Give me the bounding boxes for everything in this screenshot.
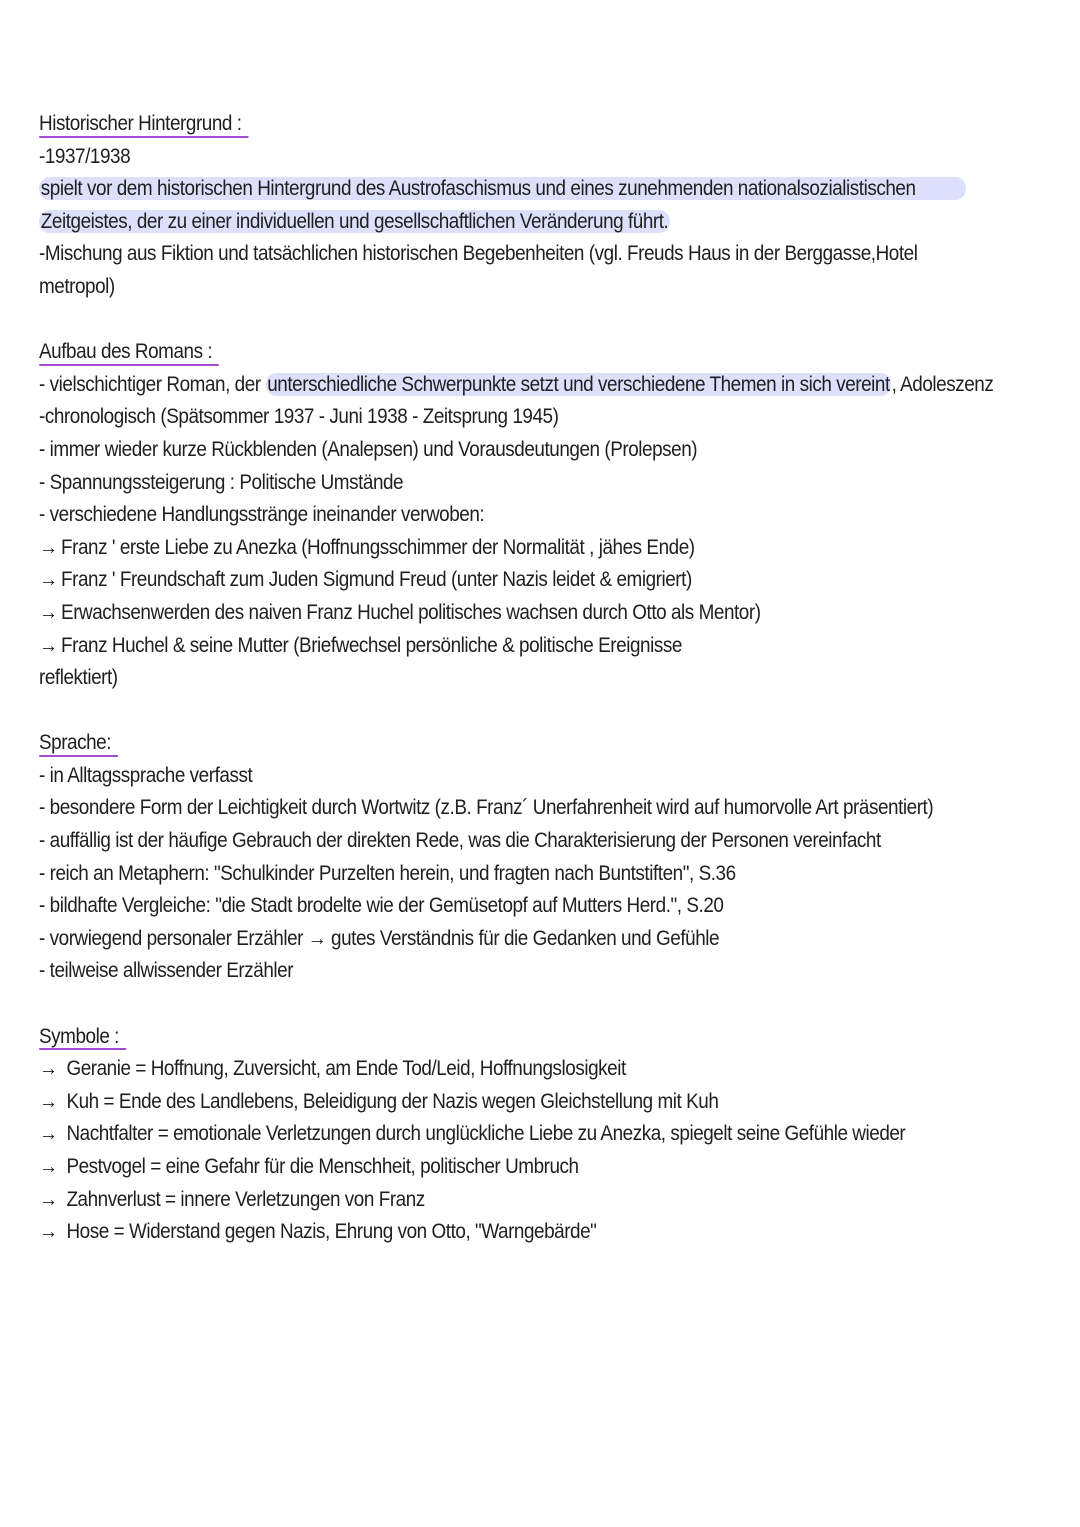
list-item-text: Hose = Widerstand gegen Nazis, Ehrung von Otto, "Warngebärde" (66, 1220, 597, 1244)
list-item (39, 1118, 953, 1151)
list-item-text: Zahnverlust = innere Verletzungen von Franz (66, 1187, 425, 1211)
arrow-right-icon: → (39, 1089, 58, 1113)
arrow-right-icon: → (39, 1220, 58, 1244)
text-line: -chronologisch (Spätsommer 1937 - Juni 1938 - Zeitsprung 1945) (39, 405, 559, 429)
text-line: - in Alltagssprache verfasst (39, 763, 253, 787)
arrow-right-icon: → (39, 1187, 58, 1211)
arrow-right-icon: → (307, 926, 327, 950)
list-item (39, 1184, 953, 1217)
list-item-text: Pestvogel = eine Gefahr für die Menschheit, politischer Umbruch (66, 1155, 579, 1178)
section-language (39, 727, 953, 988)
list-item-text: Kuh = Ende des Landlebens, Beleidigung der Nazis wegen Gleichstellung mit Kuh (66, 1089, 719, 1113)
text-line (39, 369, 994, 402)
text-line: - verschiedene Handlungsstränge ineinander verwoben: (39, 503, 485, 527)
text-line: - reich an Metaphern: "Schulkinder Purzelten herein, und fragten nach Buntstiften", S.36 (39, 861, 736, 885)
list-item-text: Franz ' Freundschaft zum Juden Sigmund Freud (unter Nazis leidet & emigriert) (61, 568, 692, 592)
section-historical-background (39, 108, 953, 304)
text-fragment: , Adoleszenz (891, 372, 994, 396)
section-structure (39, 336, 994, 695)
text-line: reflektiert) (39, 666, 118, 690)
list-item (39, 532, 953, 565)
text-fragment: - vielschichtiger Roman, der (39, 372, 266, 396)
list-item-text: Franz ' erste Liebe zu Anezka (Hoffnungsschimmer der Normalität , jähes Ende) (61, 535, 695, 559)
arrow-right-icon: → (39, 1155, 58, 1178)
list-item (39, 564, 953, 597)
list-item (39, 1053, 953, 1086)
highlighted-text: unterschiedliche Schwerpunkte setzt und verschiedene Themen in sich vereint (267, 372, 890, 396)
highlighted-text: Zeitgeistes, der zu einer individuellen und gesellschaftlichen Veränderung führt. (40, 209, 669, 233)
arrow-right-icon: → (39, 1122, 58, 1146)
text-fragment: - vorwiegend personaler Erzähler (39, 926, 303, 950)
text-line: -Mischung aus Fiktion und tatsächlichen historischen Begebenheiten (vgl. Freuds Haus in der Berggasse,Hotel (39, 242, 918, 266)
text-line: - teilweise allwissender Erzähler (39, 959, 294, 983)
section-heading: Historischer Hintergrund : (39, 108, 249, 141)
arrow-right-icon: → (39, 633, 58, 657)
list-item-text: Erwachsenwerden des naiven Franz Huchel politisches wachsen durch Otto als Mentor) (61, 600, 761, 624)
list-item-text: Geranie = Hoffnung, Zuversicht, am Ende Tod/Leid, Hoffnungslosigkeit (66, 1057, 626, 1081)
text-line: - bildhafte Vergleiche: "die Stadt brodelte wie der Gemüsetopf auf Mutters Herd.", S.20 (39, 894, 724, 918)
arrow-right-icon: → (39, 600, 58, 624)
text-line: - auffällig ist der häufige Gebrauch der direkten Rede, was die Charakterisierung der Personen vereinfacht (39, 829, 881, 853)
section-symbols (39, 1021, 953, 1249)
arrow-right-icon: → (39, 535, 58, 559)
section-heading: Sprache: (39, 727, 118, 760)
arrow-right-icon: → (39, 568, 58, 592)
list-item (39, 597, 953, 630)
notes-page (39, 108, 994, 1249)
text-line: - Spannungssteigerung : Politische Umstände (39, 470, 404, 494)
text-line: - besondere Form der Leichtigkeit durch Wortwitz (z.B. Franz´ Unerfahrenheit wird auf humorvolle Art präsentiert) (39, 796, 934, 820)
text-line: metropol) (39, 274, 115, 298)
list-item-text: Franz Huchel & seine Mutter (Briefwechsel persönliche & politische Ereignisse (61, 633, 682, 657)
list-item (39, 630, 953, 663)
section-heading: Aufbau des Romans : (39, 336, 219, 369)
text-line (39, 923, 953, 956)
highlighted-text: spielt vor dem historischen Hintergrund des Austrofaschismus und eines zunehmenden nationalsozialistischen (39, 177, 966, 200)
text-line: - immer wieder kurze Rückblenden (Analepsen) und Vorausdeutungen (Prolepsen) (39, 437, 698, 461)
list-item (39, 1216, 953, 1249)
list-item-text: Nachtfalter = emotionale Verletzungen durch unglückliche Liebe zu Anezka, spiegelt seine Gefühle wieder (66, 1122, 906, 1146)
section-heading: Symbole : (39, 1021, 126, 1054)
list-item (39, 1086, 953, 1119)
arrow-right-icon: → (39, 1057, 58, 1081)
text-fragment: gutes Verständnis für die Gedanken und Gefühle (326, 926, 720, 950)
text-line: -1937/1938 (39, 144, 131, 168)
list-item (39, 1151, 953, 1184)
